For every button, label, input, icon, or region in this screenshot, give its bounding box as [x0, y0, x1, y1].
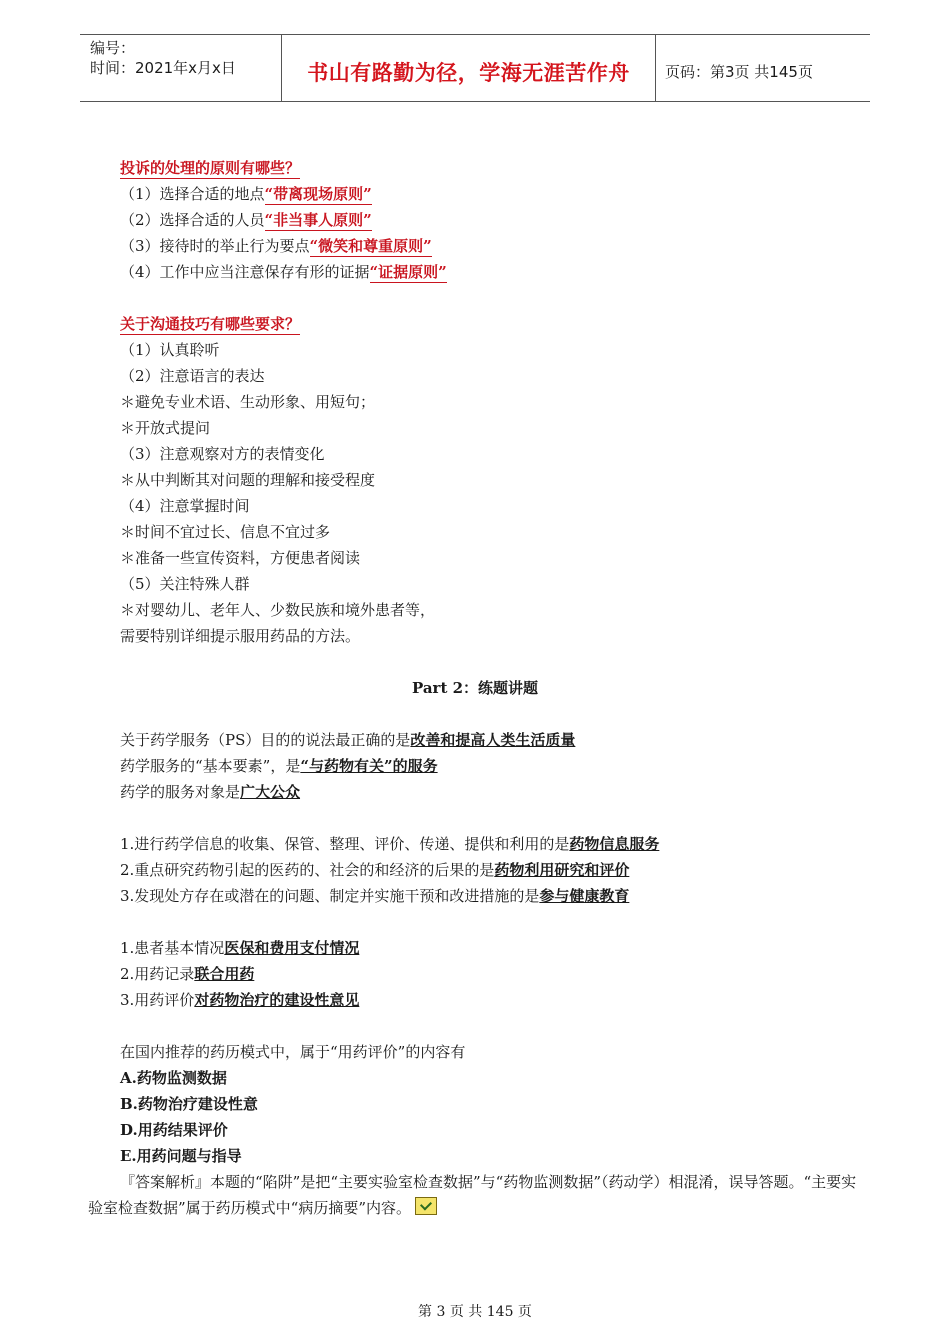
mcq-stem: 在国内推荐的药历模式中，属于“用药评价”的内容有: [120, 1043, 466, 1061]
header-page-label: 页码：第3页 共145页: [665, 63, 813, 81]
list-item: ＊对婴幼儿、老年人、少数民族和境外患者等，: [120, 601, 436, 619]
mcq-option: D.用药结果评价: [120, 1121, 228, 1139]
page-header: [80, 34, 870, 102]
list-item: （4）工作中应当注意保存有形的证据“证据原则”: [120, 263, 447, 281]
list-item: （2）选择合适的人员“非当事人原则”: [120, 211, 372, 229]
list-item: ＊时间不宜过长、信息不宜过多: [120, 523, 331, 541]
header-motto-cell: [281, 35, 656, 101]
header-meta-cell: [80, 35, 281, 101]
list-item: （5）关注特殊人群: [120, 575, 250, 593]
record-line: 1.患者基本情况医保和费用支付情况: [120, 939, 360, 957]
record-line: 3.用药评价对药物治疗的建设性意见: [120, 991, 360, 1009]
number-label: 编号：: [90, 39, 136, 57]
list-item: ＊避免专业术语、生动形象、用短句；: [120, 393, 376, 411]
ps-line: 药学服务的“基本要素”，是“与药物有关”的服务: [120, 757, 438, 775]
header-motto: 书山有路勤为径，学海无涯苦作舟: [307, 61, 630, 85]
part2-title: Part 2：练题讲题: [411, 679, 539, 697]
mcq-option: B.药物治疗建设性意: [120, 1095, 258, 1113]
list-item: 需要特别详细提示服用药品的方法。: [120, 627, 361, 645]
question-communication-skills: 关于沟通技巧有哪些要求？: [120, 315, 301, 333]
service-line: 1.进行药学信息的收集、保管、整理、评价、传递、提供和利用的是药物信息服务: [120, 835, 660, 853]
answer-analysis: 『答案解析』本题的“陷阱”是把“主要实验室检查数据”与“药物监测数据”（药动学）相混淆，误导答题。“主要实验室检查数据”属于药历模式中“病历摘要”内容。: [88, 1173, 857, 1217]
answer-check-icon[interactable]: [415, 1197, 437, 1215]
list-item: （4）注意掌握时间: [120, 497, 250, 515]
list-item: （3）注意观察对方的表情变化: [120, 445, 325, 463]
list-item: ＊开放式提问: [120, 419, 211, 437]
record-line: 2.用药记录联合用药: [120, 965, 255, 983]
list-item: （1）选择合适的地点“带离现场原则”: [120, 185, 372, 203]
list-item: （1）认真聆听: [120, 341, 220, 359]
list-item: （2）注意语言的表达: [120, 367, 265, 385]
question-complaint-principles: 投诉的处理的原则有哪些？: [120, 159, 301, 177]
ps-line: 关于药学服务（PS）目的的说法最正确的是改善和提高人类生活质量: [120, 731, 576, 749]
header-page-cell: [655, 35, 870, 101]
mcq-option: E.用药问题与指导: [120, 1147, 242, 1165]
ps-line: 药学的服务对象是广大公众: [120, 783, 301, 801]
time-label: 时间：2021年x月x日: [90, 59, 236, 77]
page-footer: 第 3 页 共 145 页: [418, 1304, 532, 1320]
service-line: 2.重点研究药物引起的医药的、社会的和经济的后果的是药物利用研究和评价: [120, 861, 630, 879]
list-item: ＊从中判断其对问题的理解和接受程度: [120, 471, 376, 489]
list-item: ＊准备一些宣传资料，方便患者阅读: [120, 549, 361, 567]
service-line: 3.发现处方存在或潜在的问题、制定并实施干预和改进措施的是参与健康教育: [120, 887, 630, 905]
mcq-option: A.药物监测数据: [120, 1069, 227, 1087]
list-item: （3）接待时的举止行为要点“微笑和尊重原则”: [120, 237, 432, 255]
